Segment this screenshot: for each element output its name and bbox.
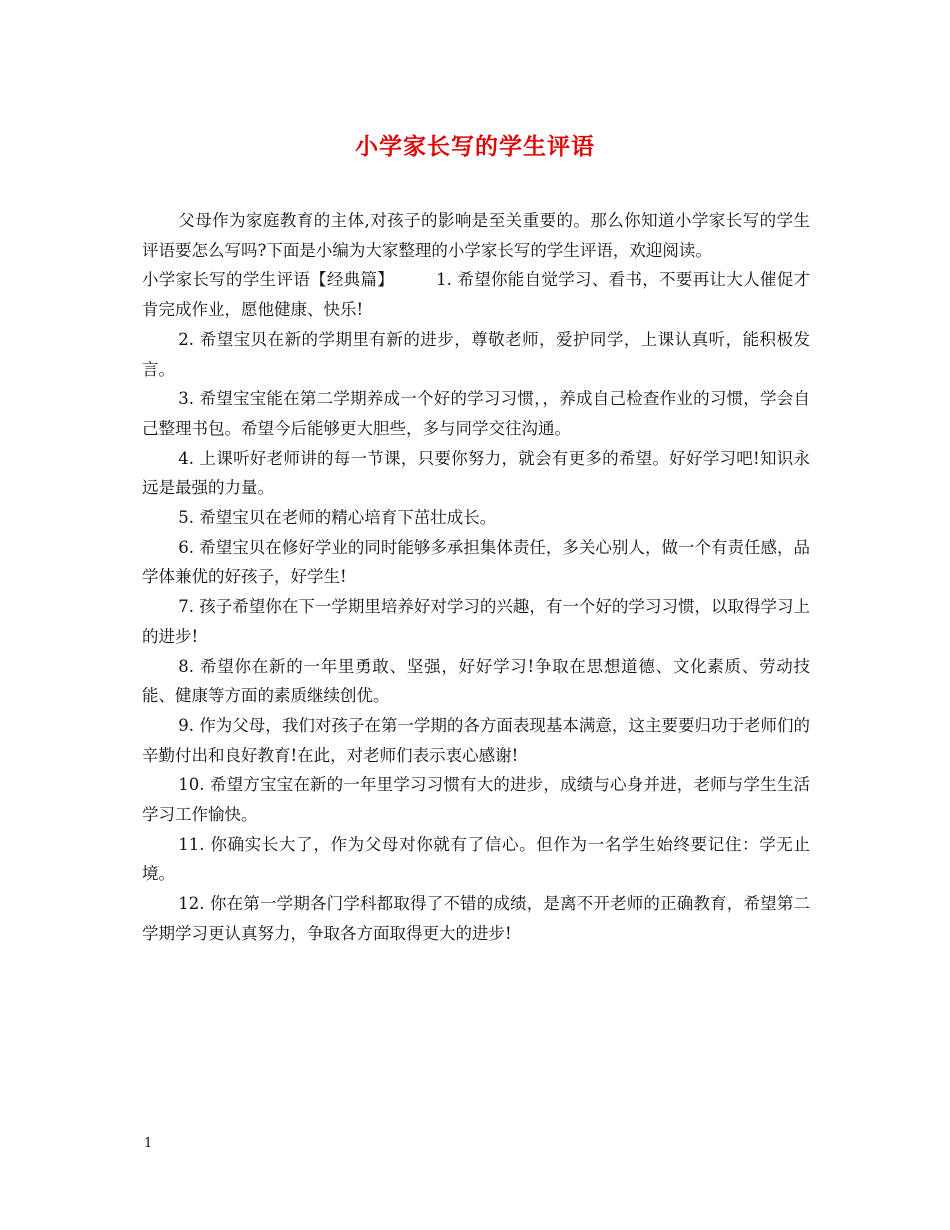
- section-paragraph: [142, 265, 810, 324]
- page-number: 1: [144, 1136, 153, 1151]
- list-item: 10. 希望方宝宝在新的一年里学习习惯有大的进步，成绩与心身并进，老师与学生生活学习工作愉快。: [142, 775, 810, 825]
- list-item: 7. 孩子希望你在下一学期里培养好对学习的兴趣，有一个好的学习习惯，以取得学习上的进步!: [142, 597, 810, 646]
- list-item: 6. 希望宝贝在修好学业的同时能够多承担集体责任，多关心别人，做一个有责任感，品学体兼优的好孩子，好学生!: [142, 537, 810, 587]
- list-item: 8. 希望你在新的一年里勇敢、坚强，好好学习!争取在思想道德、文化素质、劳动技能、健康等方面的素质继续创优。: [142, 656, 810, 706]
- list-item: 3. 希望宝宝能在第二学期养成一个好的学习习惯，，养成自己检查作业的习惯，学会自己整理书包。希望今后能够更大胆些，多与同学交往沟通。: [142, 389, 810, 438]
- list-item: 2. 希望宝贝在新的学期里有新的进步，尊敬老师，爱护同学，上课认真听，能积极发言。: [142, 329, 810, 379]
- list-item: 4. 上课听好老师讲的每一节课，只要你努力，就会有更多的希望。好好学习吧!知识永远是最强的力量。: [142, 448, 810, 498]
- document-body: [142, 206, 810, 949]
- list-item: 1. 希望你能自觉学习、看书，不要再让大人催促才肯完成作业，愿他健康、快乐!: [142, 270, 810, 320]
- section-heading: 小学家长写的学生评语【经典篇】: [142, 270, 395, 290]
- list-item: 9. 作为父母，我们对孩子在第一学期的各方面表现基本满意，这主要要归功于老师们的辛勤付出和良好教育!在此，对老师们表示衷心感谢!: [142, 715, 810, 765]
- list-item: 5. 希望宝贝在老师的精心培育下茁壮成长。: [178, 508, 497, 528]
- list-item: 11. 你确实长大了，作为父母对你就有了信心。但作为一名学生始终要记住：学无止境。: [142, 834, 810, 884]
- intro-paragraph: 父母作为家庭教育的主体,对孩子的影响是至关重要的。那么你知道小学家长写的学生评语要怎么写吗?下面是小编为大家整理的小学家长写的学生评语，欢迎阅读。: [142, 211, 810, 260]
- document-title: 小学家长写的学生评语: [355, 133, 595, 160]
- list-item: 12. 你在第一学期各门学科都取得了不错的成绩，是离不开老师的正确教育，希望第二学期学习更认真努力，争取各方面取得更大的进步!: [142, 894, 810, 943]
